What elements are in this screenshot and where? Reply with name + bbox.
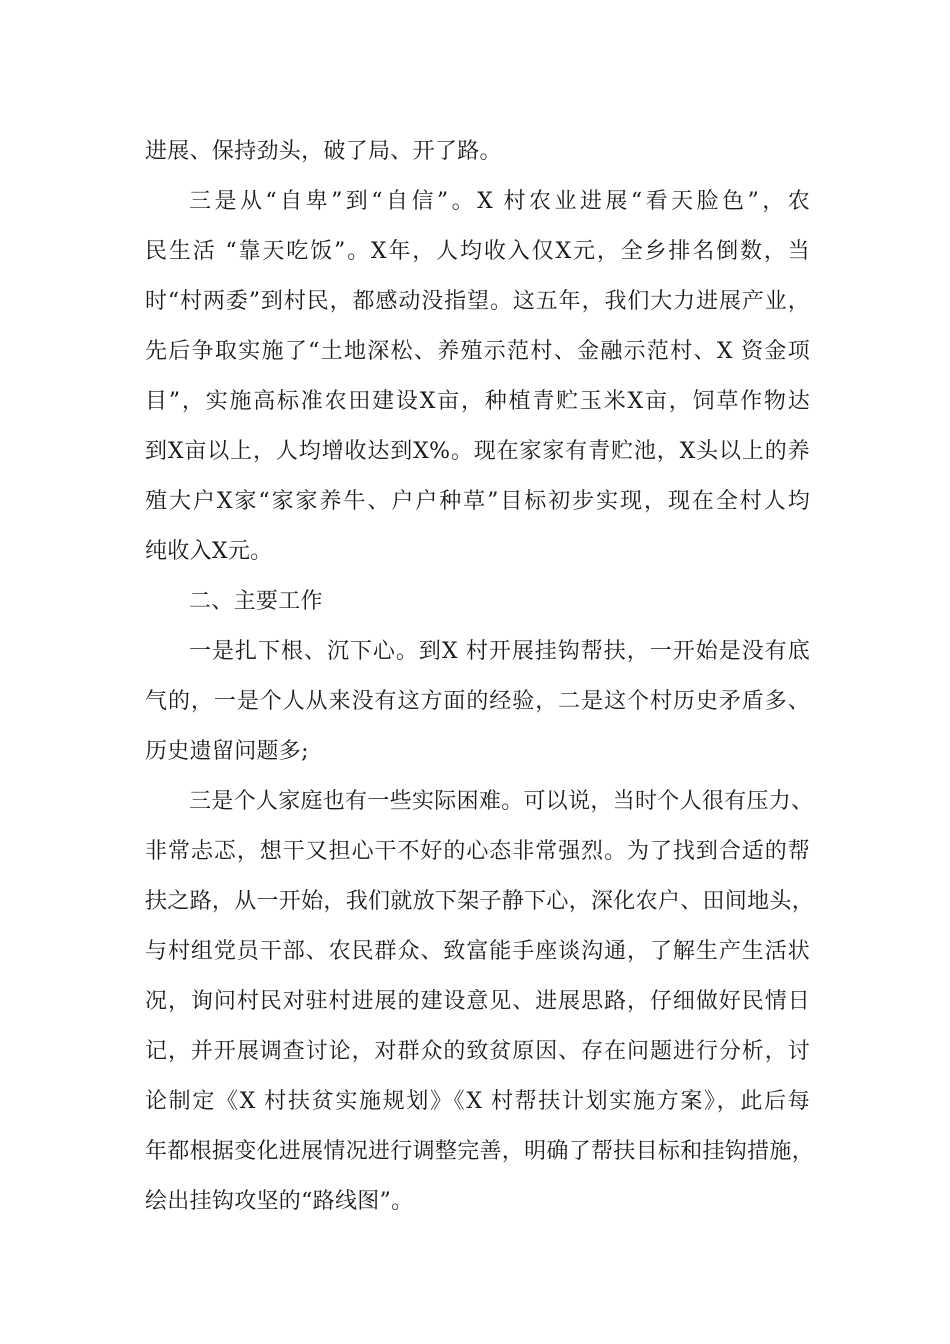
- text-line-21: 年都根据变化进展情况进行调整完善，明确了帮扶目标和挂钩措施，: [145, 1139, 815, 1164]
- text-line-20: 论制定《X 村扶贫实施规划》《X 村帮扶计划实施方案》，此后每: [145, 1089, 810, 1114]
- text-line-3: 民生活 “靠天吃饭”。X年，人均收入仅X元，全乡排名倒数，当: [145, 239, 810, 264]
- text-line-8: 殖大户X家“家家养牛、户户种草”目标初步实现，现在全村人均: [145, 489, 810, 514]
- text-line-13: 历史遗留问题多;: [145, 739, 309, 764]
- text-line-12: 气的，一是个人从来没有这方面的经验，二是这个村历史矛盾多、: [145, 689, 810, 714]
- text-line-19: 记，并开展调查讨论，对群众的致贫原因、存在问题进行分析，讨: [145, 1039, 810, 1064]
- text-line-11: 一是扎下根、沉下心。到X 村开展挂钩帮扶，一开始是没有底: [189, 639, 810, 664]
- text-line-1: 进展、保持劲头，破了局、开了路。: [145, 139, 502, 164]
- text-line-9: 纯收入X元。: [145, 539, 273, 564]
- text-line-15: 非常忐忑，想干又担心干不好的心态非常强烈。为了找到合适的帮: [145, 839, 810, 864]
- text-line-18: 况，询问村民对驻村进展的建设意见、进展思路，仔细做好民情日: [145, 989, 810, 1014]
- text-line-16: 扶之路，从一开始，我们就放下架子静下心，深化农户、田间地头，: [145, 889, 815, 914]
- text-line-2: 三是从“自卑”到“自信”。X 村农业进展“看天脸色”，农: [189, 189, 810, 214]
- text-line-22: 绘出挂钩攻坚的“路线图”。: [145, 1189, 414, 1214]
- text-line-14: 三是个人家庭也有一些实际困难。可以说，当时个人很有压力、: [189, 789, 814, 814]
- body-text: [145, 127, 815, 1227]
- text-line-6: 目”，实施高标准农田建设X亩，种植青贮玉米X亩，饲草作物达: [145, 389, 810, 414]
- text-line-5: 先后争取实施了“土地深松、养殖示范村、金融示范村、X 资金项: [145, 339, 810, 364]
- section-heading: 二、主要工作: [189, 589, 323, 614]
- text-line-7: 到X亩以上，人均增收达到X%。现在家家有青贮池，X头以上的养: [145, 439, 810, 464]
- text-line-4: 时“村两委”到村民，都感动没指望。这五年，我们大力进展产业，: [145, 289, 810, 314]
- text-line-17: 与村组党员干部、农民群众、致富能手座谈沟通，了解生产生活状: [145, 939, 810, 964]
